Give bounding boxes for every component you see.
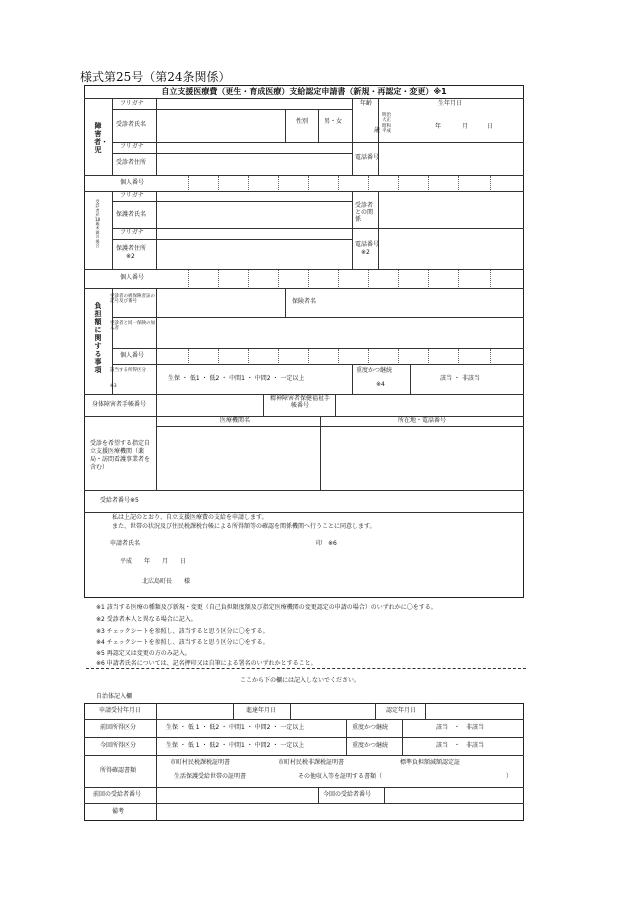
label-burden-mynumber: 個人番号 [120,352,145,359]
label-guardian-phone: 電話番号 [355,241,380,248]
doc-taxation[interactable]: 市町村民税課税証明書 [170,759,231,766]
label-facility: 受診を希望する指定自立支援医療機関（薬局・訪問看護事業者を含む） [90,440,151,472]
section-guardian: 受診者が18歳未満の場合 [95,199,101,248]
note-5: ※5 再認定又は変更の方のみ記入。 [96,650,191,657]
label-patient-name: 受診者氏名 [116,121,147,128]
label-heavy-continuous: 重度かつ継続 [356,367,393,374]
birth-month: 月 [462,123,469,130]
application-date: 平成 年 月 日 [120,558,187,565]
birth-year: 年 [435,123,442,130]
label-mental-handbook: 精神障害者保健福祉手帳番号 [269,395,330,409]
heavy-continuous-note: ※4 [376,381,385,388]
label-prev-income: 前回所得区分 [100,724,137,731]
doc-non-taxation[interactable]: 市町村民税非課税証明書 [278,759,345,766]
form-title: 自立支援医療費（更生・育成医療）支給認定申請書（新規・再認定・変更）※1 [161,87,447,96]
label-sai: 歳 [374,127,381,134]
label-physical-handbook: 身体障害者手帳番号 [92,401,147,408]
label-guardian-address: 保護者住所 [116,245,147,252]
note-2: ※2 受診者本人と異なる場合に記入。 [96,616,197,623]
section-burden: 負担額に関する事項 [94,302,102,375]
label-transfer-date: 進達年月日 [246,707,277,714]
doc-other-close: ） [506,773,513,780]
label-confirm-docs: 所得確認書類 [100,767,137,774]
label-prev-number: 前回の受給者番号 [93,791,142,798]
income-class-note: ※3 [110,384,117,389]
doc-welfare[interactable]: 生活保護受給世帯の証明書 [174,773,247,780]
label-cur-number: 今回の受給者番号 [323,791,372,798]
col-facility-address: 所在地・電話番号 [398,417,447,424]
cut-line [86,668,526,669]
label-guardian-name: 保護者氏名 [116,211,147,218]
label-furigana-2: フリガナ [120,143,144,150]
note-6: ※6 申請者氏名については、記名押印又は自筆による署名のいずれかとすること。 [96,660,317,667]
doc-other[interactable]: その他収入等を証明する書類（ [298,773,383,780]
cur-income-options[interactable]: 生保 ・ 低 1 ・ 低2 ・ 中間1 ・ 中間2 ・ 一定以上 [166,742,305,749]
label-guardian-furigana: フリガナ [120,192,144,199]
label-phone: 電話番号 [355,154,380,161]
era-list: 明治 大正 昭和 平成 [382,113,391,135]
heavy-continuous-options[interactable]: 該当 ・ 非該当 [440,375,480,382]
label-guardian-mynumber: 個人番号 [120,274,145,281]
section-patient: 障害者・児 [94,122,108,155]
guardian-address-note: ※2 [126,253,135,260]
prev-heavy-options[interactable]: 該当 ・ 非該当 [436,724,485,731]
income-class-options[interactable]: 生保 ・ 低1 ・ 低2 ・ 中間1 ・ 中間2 ・ 一定以上 [168,375,305,382]
label-age: 年齢 [360,100,373,107]
label-relation: 受診者との関係 [355,202,374,223]
label-prev-heavy: 重度かつ継続 [352,724,389,731]
cur-heavy-options[interactable]: 該当 ・ 非該当 [436,742,485,749]
doc-reduction[interactable]: 標準負担額減額認定証 [400,759,461,766]
prev-income-options[interactable]: 生保 ・ 低 1 ・ 低2 ・ 中間1 ・ 中間2 ・ 一定以上 [166,724,305,731]
birth-day: 日 [487,123,494,130]
note-1: ※1 該当する医療の種類及び新規・変更（自己負担限度額及び指定医療機関の変更認定の申請の場合）のいずれかに〇をする。 [96,604,437,611]
label-income-class: 該当する所得区分 [110,368,146,373]
label-recipient-number: 受給者番号※5 [100,497,139,504]
label-approved-date: 認定年月日 [386,707,417,714]
label-birthdate: 生年月日 [438,100,463,107]
office-use-label: 自治体記入欄 [96,693,133,700]
label-insurance-symbol: 受診者の被保険者証の記号及び番号 [110,294,155,305]
gender-options[interactable]: 男・女 [324,118,343,125]
guardian-phone-note: ※2 [361,249,370,256]
cut-instruction: ここから下の欄には記入しないでください。 [240,677,361,684]
label-gender: 性別 [296,118,309,125]
declaration-line2: また、世帯の状況及び住民税課税台帳による所得額等の確認を関係機関へ行うことに同意します。 [112,523,376,530]
note-3: ※3 チェックシートを参照し、該当すると思う区分に〇をする。 [96,628,269,635]
label-cur-income: 今回所得区分 [100,742,137,749]
seal-mark: 印 ※6 [316,540,337,547]
mayor-address: 北広島町長 様 [142,578,191,585]
label-mynumber: 個人番号 [120,179,145,186]
label-patient-address: 受診者住所 [116,159,147,166]
label-remarks: 備考 [112,808,125,815]
declaration-line1: 私は上記のとおり、自立支援医療費の支給を申請します。 [112,514,268,521]
form-number: 様式第25号（第24条関係） [80,70,231,84]
label-received-date: 申請受付年月日 [99,707,142,714]
label-applicant-name: 申請者氏名 [110,540,141,547]
col-facility-name: 医療機関名 [220,417,251,424]
label-same-insurance: 受診者と同一保険の加入者 [110,321,155,332]
note-4: ※4 チェックシートを参照し、該当すると思う区分に〇をする。 [96,639,269,646]
label-insurer: 保険者名 [292,298,317,305]
label-guardian-furigana-2: フリガナ [120,229,144,236]
label-furigana: フリガナ [120,100,144,107]
label-cur-heavy: 重度かつ継続 [352,742,389,749]
